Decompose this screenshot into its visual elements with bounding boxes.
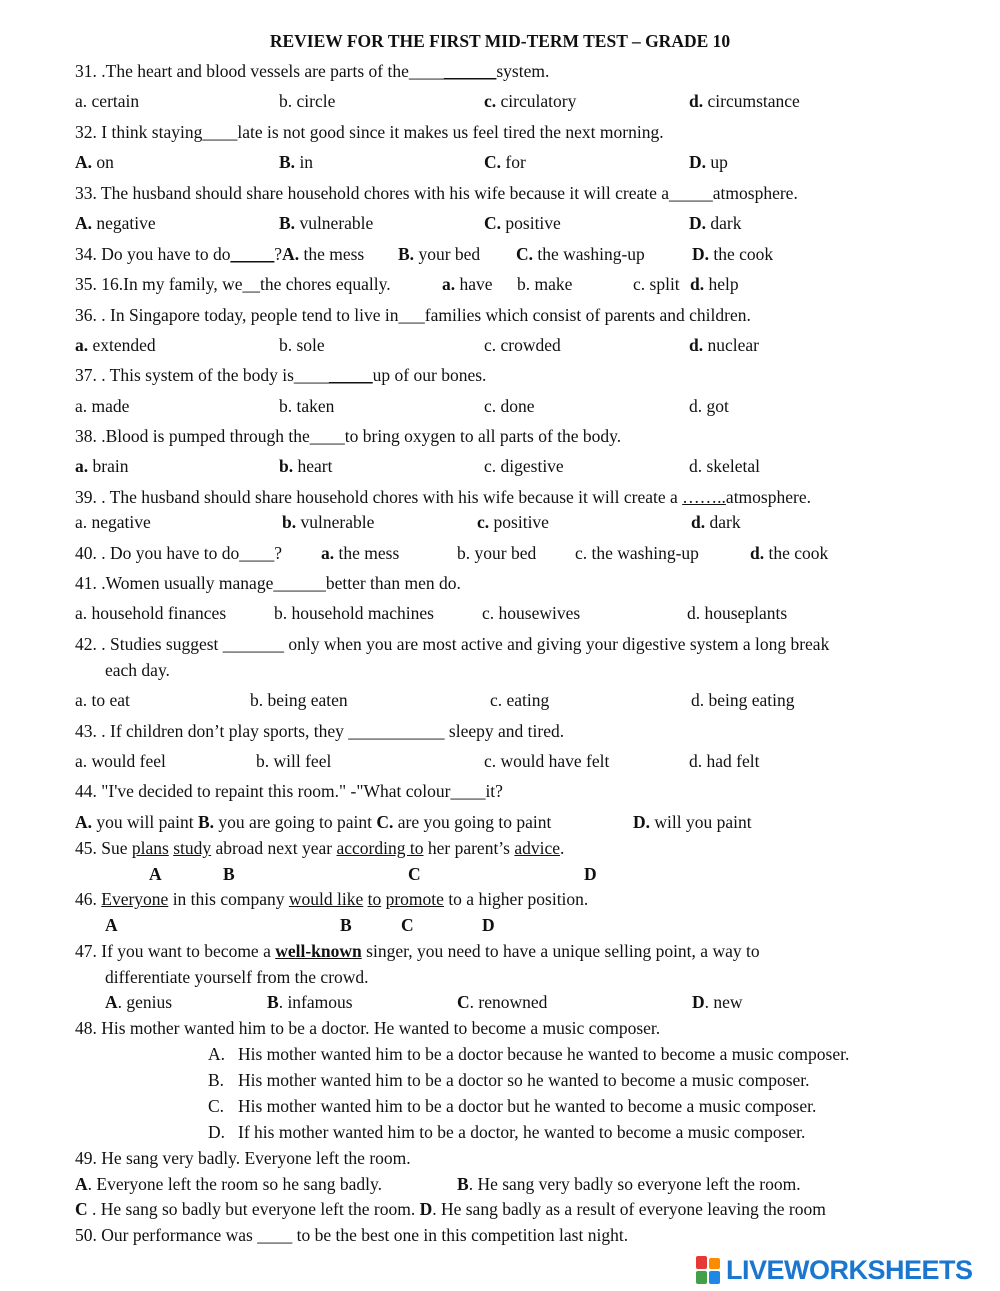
option-text: negative [92,213,156,233]
option[interactable] [279,456,332,476]
option-letter: b. [282,512,297,532]
underlined-part-d[interactable]: promote [385,889,444,909]
letter-c: C [408,864,421,884]
option-text: . genius [117,992,173,1012]
option-text: . He sang very badly so everyone left the room. [468,1174,801,1194]
option[interactable] [575,543,699,563]
option[interactable]: b. will feel [256,751,332,771]
option-text: a. negative [75,512,151,532]
option-text: will you paint [650,812,752,832]
option[interactable]: a. household finances [75,603,227,623]
question-text: system. [496,61,550,81]
option-letter: B [267,992,279,1012]
option-letter: C [75,1199,88,1219]
option[interactable] [484,335,561,355]
option[interactable] [517,274,572,294]
answer-blank[interactable]: _____ [328,365,373,385]
option[interactable] [484,213,561,233]
question-45 [75,838,564,858]
logo-block [709,1258,720,1269]
option-letter: A [75,1174,88,1194]
option-text: b. make [517,274,573,294]
underlined-part-c[interactable]: to [367,889,382,909]
question-mark: ? [274,244,283,264]
option-text: are you going to paint [393,812,552,832]
option-text: your bed [414,244,481,264]
option-letter: B. [398,244,415,264]
option-text: His mother wanted him to be a doctor because he wanted to become a music composer. [238,1044,850,1064]
option[interactable] [690,274,739,294]
option-letter: C. [484,213,502,233]
option[interactable] [633,812,752,832]
option[interactable] [477,512,549,532]
underlined-part-a[interactable]: plans [131,838,169,858]
option-letter: A [105,992,118,1012]
question-42-cont: each day. [105,660,170,680]
option-letter[interactable]: A. [282,244,300,264]
option-text: help [704,274,739,294]
question-40: 40. . Do you have to do____? [75,543,283,563]
logo-blocks-icon [696,1256,722,1286]
option-text: the cook [709,244,774,264]
question-text: in this company [168,889,289,909]
letter-d: D [482,915,495,935]
option-letter: b. [279,91,293,111]
option-letter: C. [516,244,534,264]
option[interactable] [692,244,773,264]
question-47 [75,941,760,961]
question-text: singer, you need to have a unique selling point, a way to [361,941,760,961]
option-text: you will paint [92,812,198,832]
option-text: . Everyone left the room so he sang badly. [87,1174,382,1194]
option-letter: d. [750,543,765,563]
option[interactable] [75,1174,382,1194]
key-word: well-known [275,941,362,961]
option-letter: c. [477,512,490,532]
option-text: certain [87,91,140,111]
option[interactable] [457,1174,801,1194]
option[interactable] [689,152,728,172]
option[interactable] [484,456,564,476]
option-text: . He sang badly as a result of everyone leaving the room [432,1199,826,1219]
option-letter: b. [279,456,294,476]
option-text: dark [705,512,741,532]
option[interactable] [75,91,139,111]
option[interactable] [689,91,800,111]
option-text: d. skeletal [689,456,760,476]
option[interactable] [198,812,376,832]
option[interactable] [398,244,480,264]
option-text: b. sole [279,335,325,355]
option-letter: C [457,992,470,1012]
page-title: REVIEW FOR THE FIRST MID-TERM TEST – GRADE 10 [269,31,731,51]
question-39 [75,487,811,507]
option[interactable] [484,152,526,172]
option[interactable] [75,335,156,355]
option-letter: a. [321,543,335,563]
option[interactable]: b. household machines [274,603,434,623]
question-text: 46. [75,889,102,909]
option-letter: a. [75,456,89,476]
options-row [75,1199,826,1219]
question-text: her parent’s [423,838,515,858]
question-text: 34. Do you have to do [75,244,231,264]
letter-d: D [584,864,597,884]
option[interactable] [75,152,114,172]
option-letter: a. [75,335,89,355]
option-letter: D [419,1199,433,1219]
option-text: c. the washing-up [575,543,699,563]
option-text: heart [293,456,333,476]
question-36: 36. . In Singapore today, people tend to live in___families which consist of parents and children. [75,305,751,325]
option-letter: A. [208,1044,226,1064]
option-letter: B. [197,812,215,832]
option-letter: a. [442,274,456,294]
question-44: 44. "I've decided to repaint this room." -"What colour____it? [75,781,503,801]
option[interactable] [457,543,536,563]
option-letter: D [692,992,705,1012]
option-text: . He sang so badly but everyone left the room. [87,1199,420,1219]
option[interactable]: d. being eating [691,690,795,710]
liveworksheets-logo [696,1255,996,1285]
option[interactable] [516,244,645,264]
question-33: 33. The husband should share household chores with his wife because it will create a_____atmosphere. [75,183,798,203]
option-text: His mother wanted him to be a doctor but he wanted to become a music composer. [238,1096,817,1116]
option[interactable] [208,1096,816,1116]
option-letter: D. [208,1122,226,1142]
option[interactable]: c. done [484,396,535,416]
option-text: b. your bed [457,543,537,563]
letter-c: C [401,915,414,935]
option-text: circulatory [496,91,577,111]
question-text: 37. . This system of the body is____ [75,365,329,385]
option[interactable] [321,543,399,563]
option[interactable] [750,543,828,563]
underlined-part-a[interactable]: Everyone [101,889,169,909]
question-35: 35. 16.In my family, we__the chores equally. [75,274,391,294]
option[interactable]: b. taken [279,396,335,416]
option-text: c. crowded [484,335,561,355]
option[interactable] [75,456,128,476]
logo-block [696,1256,707,1269]
option-text: positive [501,213,561,233]
option-text: brain [88,456,129,476]
option-text: positive [489,512,549,532]
option-letter: A. [75,812,93,832]
option-text: . new [704,992,743,1012]
option[interactable] [689,213,742,233]
option-text: If his mother wanted him to be a doctor, he wanted to become a music composer. [238,1122,806,1142]
option-letter: B [457,1174,469,1194]
option-letter: B. [279,152,296,172]
option-text: vulnerable [296,512,375,532]
answer-blank[interactable]: ______ [443,61,497,81]
option[interactable]: d. got [689,396,729,416]
option-letter: c. [484,91,497,111]
option[interactable]: a. would feel [75,751,166,771]
question-text: 39. . The husband should share household chores with his wife because it will create a [75,487,683,507]
question-text: atmosphere. [725,487,811,507]
option-letter: D. [692,244,710,264]
option-letter: A. [75,152,93,172]
logo-text: LIVEWORKSHEETS [726,1255,973,1285]
option[interactable] [689,335,759,355]
option[interactable] [75,1199,420,1219]
option[interactable] [420,1199,826,1219]
question-50: 50. Our performance was ____ to be the best one in this competition last night. [75,1225,629,1245]
option-text: c. split [633,274,680,294]
option-letter: d. [689,335,704,355]
option-text: in [295,152,314,172]
option[interactable] [457,992,547,1012]
option[interactable]: c. would have felt [484,751,610,771]
option-letter: d. [691,512,706,532]
question-37 [75,365,486,385]
option-letter: C. [376,812,394,832]
option[interactable] [75,512,151,532]
option-text: nuclear [703,335,759,355]
option-text: the cook [764,543,829,563]
option-text: the mess [334,543,400,563]
option[interactable] [279,213,373,233]
underlined-part-b[interactable]: study [173,838,212,858]
option-letter: D. [689,213,707,233]
option[interactable]: a. made [75,396,130,416]
answer-blank[interactable]: …….. [682,487,726,507]
option-letter: d. [690,274,705,294]
option-text: circumstance [703,91,800,111]
option-text[interactable]: the mess [299,244,365,264]
answer-blank[interactable]: _____ [230,244,275,264]
option[interactable] [208,1044,849,1064]
option-letter: a. [75,91,88,111]
option-text: you are going to paint [214,812,377,832]
option[interactable] [279,335,325,355]
letter-a: A [105,915,118,935]
question-text: abroad next year [211,838,337,858]
option-letter: d. [689,91,704,111]
option[interactable] [208,1070,810,1090]
question-38: 38. .Blood is pumped through the____to bring oxygen to all parts of the body. [75,426,622,446]
option-text: the washing-up [533,244,645,264]
question-42: 42. . Studies suggest _______ only when you are most active and giving your digestive system a long break [75,634,830,654]
question-text: 31. .The heart and blood vessels are parts of the____ [75,61,444,81]
option-text: . infamous [278,992,353,1012]
option[interactable]: d. houseplants [687,603,788,623]
option-letter: D. [633,812,651,832]
letter-b: B [340,915,352,935]
question-46 [75,889,588,909]
option-text: up [706,152,728,172]
question-text: 45. Sue [75,838,132,858]
option[interactable] [442,274,493,294]
option-text: dark [706,213,742,233]
option-letter: B. [208,1070,225,1090]
option[interactable] [75,812,198,832]
option-text: have [455,274,493,294]
option[interactable] [484,91,576,111]
question-47-cont: differentiate yourself from the crowd. [105,967,369,987]
letter-b: B [223,864,235,884]
option-text: for [501,152,526,172]
underlined-part-d[interactable]: advice [514,838,561,858]
option[interactable] [376,812,551,832]
option[interactable] [692,992,743,1012]
option-text: . renowned [469,992,548,1012]
option[interactable] [267,992,353,1012]
option-text: circle [292,91,336,111]
question-text: to a higher position. [443,889,589,909]
question-48: 48. His mother wanted him to be a doctor. He wanted to become a music composer. [75,1018,661,1038]
option[interactable]: b. being eaten [250,690,348,710]
option-text: on [92,152,114,172]
option-letter: C. [484,152,502,172]
option-letter: D. [689,152,707,172]
option-text: extended [88,335,156,355]
option-letter: C. [208,1096,225,1116]
underlined-part-c[interactable]: according to [336,838,424,858]
option[interactable] [282,512,374,532]
option[interactable] [105,992,172,1012]
question-34 [75,244,364,264]
question-49: 49. He sang very badly. Everyone left the room. [75,1148,411,1168]
option[interactable] [75,213,156,233]
question-32: 32. I think staying____late is not good since it makes us feel tired the next morning. [75,122,664,142]
option[interactable] [279,91,335,111]
option[interactable] [279,152,313,172]
option[interactable]: d. had felt [689,751,760,771]
question-text: up of our bones. [372,365,487,385]
option-text: c. digestive [484,456,564,476]
option-text: vulnerable [295,213,374,233]
logo-block [709,1271,720,1284]
question-text: . [560,838,565,858]
question-31 [75,61,549,81]
option[interactable] [633,274,680,294]
question-43: 43. . If children don’t play sports, they ___________ sleepy and tired. [75,721,565,741]
letter-a: A [149,864,162,884]
option-text: His mother wanted him to be a doctor so he wanted to become a music composer. [238,1070,810,1090]
options-row [75,812,551,832]
underlined-part-b[interactable]: would like [288,889,364,909]
question-text: 47. If you want to become a [75,941,276,961]
logo-block [696,1271,707,1284]
option[interactable] [689,456,760,476]
option-letter: A. [75,213,93,233]
option[interactable]: c. eating [490,690,550,710]
option-letter: B. [279,213,296,233]
option[interactable]: a. to eat [75,690,130,710]
option[interactable] [691,512,741,532]
option[interactable]: c. housewives [482,603,581,623]
option[interactable] [208,1122,805,1142]
question-41: 41. .Women usually manage______better than men do. [75,573,461,593]
